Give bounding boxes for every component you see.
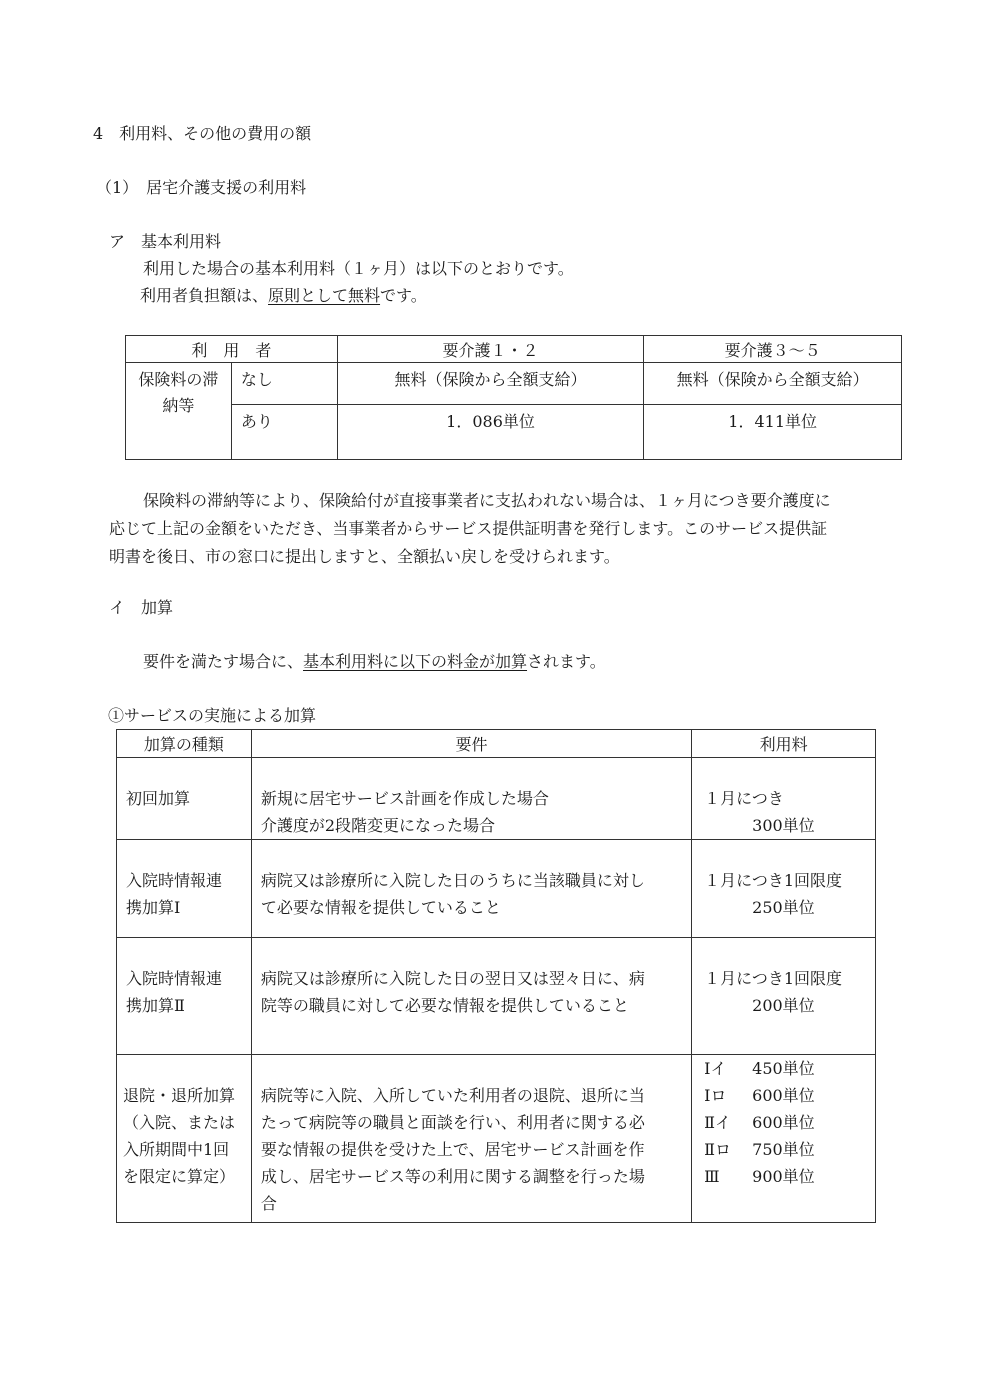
kasan-fee-row-label: Ⅱロ bbox=[704, 1140, 732, 1159]
kasan-fee-row bbox=[704, 1163, 875, 1190]
fee-table-none-care12: 無料（保険から全額支給） bbox=[337, 363, 644, 405]
kasan-type-initial bbox=[117, 758, 252, 840]
basic-fee-line2-suffix: です。 bbox=[380, 286, 427, 305]
kasan-req-line: 要な情報の提供を受けた上で、居宅サービス計画を作 bbox=[260, 1140, 645, 1159]
kasan-header-requirement: 要件 bbox=[251, 730, 691, 758]
kasan-intro bbox=[143, 652, 606, 672]
basic-fee-line2-underline2: 無料 bbox=[348, 286, 381, 305]
kasan-type-line: 入院時情報連 bbox=[126, 871, 223, 890]
kasan-fee-row-label: Ⅰイ bbox=[704, 1059, 727, 1078]
kasan-req-line: 新規に居宅サービス計画を作成した場合 bbox=[260, 789, 549, 808]
kasan-req-line: 成し、居宅サービス等の利用に関する調整を行った場 bbox=[260, 1167, 645, 1186]
kasan-table bbox=[116, 729, 876, 1223]
kasan-fee-line: 250単位 bbox=[752, 898, 815, 917]
kasan-fee-row-label: Ⅱイ bbox=[704, 1113, 732, 1132]
fee-table bbox=[125, 335, 902, 460]
kasan-type-line: （入院、または bbox=[123, 1113, 236, 1132]
kasan-fee-line: 300単位 bbox=[752, 816, 815, 835]
fee-table-rowhead-line1: 保険料の滞 bbox=[138, 370, 219, 389]
fee-table-header-user: 利 用 者 bbox=[126, 336, 338, 363]
fee-table-exists-care35: 1．411単位 bbox=[644, 405, 902, 460]
kasan-req-line: 介護度が2段階変更になった場合 bbox=[260, 816, 496, 835]
kasan-intro-suffix: されます。 bbox=[527, 652, 606, 671]
kasan-fee-line: １月につき1回限度 bbox=[704, 969, 843, 988]
kasan-fee-row-value: 600単位 bbox=[752, 1113, 815, 1132]
kasan-type-discharge bbox=[117, 1055, 252, 1223]
kasan-req-line: 病院等に入院、入所していた利用者の退院、退所に当 bbox=[260, 1086, 645, 1105]
fee-table-header-care35: 要介護３～５ bbox=[644, 336, 902, 363]
kasan-req-line: 病院又は診療所に入院した日の翌日又は翌々日に、病 bbox=[260, 969, 645, 988]
basic-fee-line1: 利用した場合の基本利用料（１ヶ月）は以下のとおりです。 bbox=[143, 259, 574, 278]
note-paragraph bbox=[109, 487, 894, 571]
kasan-type-admission-1 bbox=[117, 840, 252, 938]
kasan-type-line: 退院・退所加算 bbox=[123, 1086, 236, 1105]
kasan-type-line: 入院時情報連 bbox=[126, 969, 223, 988]
kasan-type-line: 携加算Ⅰ bbox=[126, 898, 181, 917]
kasan-fee-row bbox=[704, 1082, 875, 1109]
kasan-type-line: 入所期間中1回 bbox=[123, 1140, 230, 1159]
basic-fee-label: ア 基本利用料 bbox=[109, 232, 222, 251]
basic-fee-line2-prefix: 利用者負担額は、 bbox=[140, 286, 269, 305]
fee-table-row-none bbox=[126, 363, 902, 405]
fee-table-rowhead-line2: 納等 bbox=[162, 396, 195, 415]
basic-fee-line2-underline1: 原則として bbox=[268, 286, 349, 305]
kasan-fee-row bbox=[704, 1109, 875, 1136]
basic-fee-line2 bbox=[140, 286, 427, 306]
kasan-type-line: 携加算Ⅱ bbox=[126, 996, 185, 1015]
fee-table-header-care12: 要介護１・２ bbox=[337, 336, 644, 363]
kasan-intro-underline: 基本利用料に以下の料金が加算 bbox=[303, 652, 528, 671]
kasan-fee-row bbox=[704, 1136, 875, 1163]
section-heading: 4 利用料、その他の費用の額 bbox=[93, 124, 312, 143]
kasan-row-initial bbox=[117, 758, 876, 840]
kasan-fee-row-value: 450単位 bbox=[752, 1059, 815, 1078]
kasan-header-fee: 利用料 bbox=[692, 730, 876, 758]
fee-table-label-none: なし bbox=[231, 363, 337, 405]
kasan-req-line: 院等の職員に対して必要な情報を提供していること bbox=[260, 996, 629, 1015]
kasan-fee-line: １月につき bbox=[704, 789, 784, 808]
kasan-req-line: 病院又は診療所に入院した日のうちに当該職員に対し bbox=[260, 871, 645, 890]
fee-table-header-row bbox=[126, 336, 902, 363]
kasan-fee-discharge bbox=[692, 1055, 876, 1223]
kasan-req-line: て必要な情報を提供していること bbox=[260, 898, 501, 917]
kasan-type-line: を限定に算定） bbox=[123, 1167, 236, 1186]
kasan-type-line: 初回加算 bbox=[126, 789, 191, 808]
kasan-req-admission-2 bbox=[251, 938, 691, 1055]
kasan-label: イ 加算 bbox=[109, 598, 174, 617]
kasan-req-admission-1 bbox=[251, 840, 691, 938]
kasan-req-line: 合 bbox=[260, 1194, 277, 1213]
kasan-row-discharge bbox=[117, 1055, 876, 1223]
kasan-header-type: 加算の種類 bbox=[117, 730, 252, 758]
kasan-intro-prefix: 要件を満たす場合に、 bbox=[143, 652, 304, 671]
kasan-fee-admission-2 bbox=[692, 938, 876, 1055]
kasan-fee-admission-1 bbox=[692, 840, 876, 938]
kasan-type-admission-2 bbox=[117, 938, 252, 1055]
kasan-fee-row-value: 900単位 bbox=[752, 1167, 815, 1186]
fee-table-exists-care12: 1．086単位 bbox=[337, 405, 644, 460]
kasan-fee-row-label: Ⅲ bbox=[704, 1167, 720, 1186]
note-line2: 応じて上記の金額をいただき、当事業者からサービス提供証明書を発行します。このサービス提供証 bbox=[109, 519, 828, 538]
fee-table-rowhead bbox=[126, 363, 232, 460]
kasan-fee-line: １月につき1回限度 bbox=[704, 871, 843, 890]
kasan-table-header-row bbox=[117, 730, 876, 758]
kasan-fee-row-value: 750単位 bbox=[752, 1140, 815, 1159]
kasan-req-initial bbox=[251, 758, 691, 840]
service-kasan-label: ①サービスの実施による加算 bbox=[108, 706, 317, 725]
fee-table-row-exists bbox=[126, 405, 902, 460]
kasan-req-line: たって病院等の職員と面談を行い、利用者に関する必 bbox=[260, 1113, 645, 1132]
kasan-fee-row-label: Ⅰロ bbox=[704, 1086, 727, 1105]
kasan-fee-row bbox=[704, 1055, 875, 1082]
kasan-fee-line: 200単位 bbox=[752, 996, 815, 1015]
kasan-fee-initial bbox=[692, 758, 876, 840]
kasan-fee-row-value: 600単位 bbox=[752, 1086, 815, 1105]
fee-table-none-care35: 無料（保険から全額支給） bbox=[644, 363, 902, 405]
note-line3: 明書を後日、市の窓口に提出しますと、全額払い戻しを受けられます。 bbox=[109, 547, 620, 566]
kasan-row-admission-1 bbox=[117, 840, 876, 938]
section-subheading: （1） 居宅介護支援の利用料 bbox=[96, 178, 307, 197]
kasan-req-discharge bbox=[251, 1055, 691, 1223]
note-line1: 保険料の滞納等により、保険給付が直接事業者に支払われない場合は、１ヶ月につき要介護度に bbox=[143, 491, 831, 510]
kasan-row-admission-2 bbox=[117, 938, 876, 1055]
fee-table-label-exists: あり bbox=[231, 405, 337, 460]
